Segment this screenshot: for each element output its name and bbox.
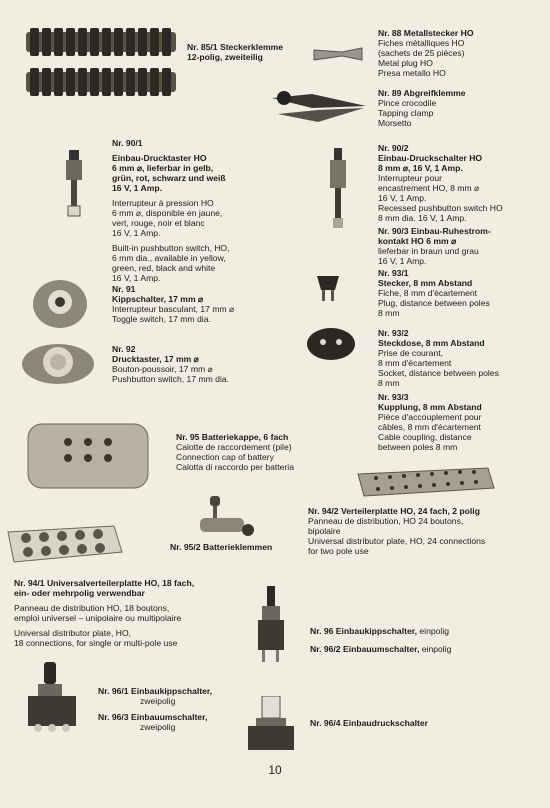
item-title: ein- oder mehrpolig verwendbar (14, 588, 145, 598)
item-93-2 (378, 328, 499, 388)
page-number: 10 (268, 763, 282, 777)
item-text: Calotte de raccordement (pile) (176, 442, 292, 452)
socket-93-2-image (305, 324, 357, 364)
item-text: Calotta di raccordo per batteria (176, 462, 294, 472)
item-title: 12-polig, zweiteilig (187, 52, 263, 62)
pushbutton-90-2-image (326, 148, 350, 230)
item-title: Nr. 90/2 (378, 143, 409, 153)
item-title: Nr. 93/2 (378, 328, 409, 338)
item-text: 16 V, 1 Amp. (378, 193, 427, 203)
item-title: Nr. 93/1 (378, 268, 409, 278)
item-95-2 (170, 542, 272, 552)
item-text: Toggle switch, 17 mm dia. (112, 314, 211, 324)
item-text: Built-in pushbutton switch, HO, (112, 243, 230, 253)
item-text: emploi universel – unipolaire ou multipolaire (14, 613, 182, 623)
item-title: Kupplung, 8 mm Abstand (378, 402, 482, 412)
item-title: grün, rot, schwarz und weiß (112, 173, 226, 183)
item-96-4 (310, 718, 428, 728)
item-text: Interrupteur à pression HO (112, 198, 214, 208)
item-title: Nr. 94/1 Universalverteilerplatte HO, 18 fach, (14, 578, 195, 588)
plug-93-1-image (315, 272, 341, 302)
metal-plug-image (312, 44, 364, 66)
item-title: Nr. 94/2 Verteilerplatte HO, 24 fach, 2 polig (308, 506, 480, 516)
item-text: Cable coupling, distance (378, 432, 472, 442)
item-title: Nr. 88 Metallstecker HO (378, 28, 474, 38)
item-text: Socket, distance between poles (378, 368, 499, 378)
item-title: Nr. 96/2 Einbauumschalter, (310, 644, 420, 654)
item-85-1 (187, 42, 283, 62)
item-89 (378, 88, 466, 128)
item-94-1 (14, 578, 194, 648)
item-text: câbles, 8 mm d'écartement (378, 422, 481, 432)
item-title: Nr. 96/3 Einbauumschalter, (98, 712, 208, 722)
item-title: Nr. 90/3 Einbau-Ruhestrom- (378, 226, 491, 236)
item-text: 16 V, 1 Amp. (112, 228, 161, 238)
item-text: lieferbar in braun und grau (378, 246, 479, 256)
distributor-plate-94-2-image (356, 464, 496, 500)
item-text: green, red, black and white (112, 263, 216, 273)
item-title: 6 mm ⌀, lieferbar in gelb, (112, 163, 214, 173)
item-96 (310, 626, 449, 636)
item-text: Fiches métalliques HO (378, 38, 465, 48)
item-93-1 (378, 268, 490, 318)
pushbutton-90-1-image (62, 150, 86, 218)
item-text: Tapping clamp (378, 108, 434, 118)
item-95 (176, 432, 294, 472)
item-title: Kippschalter, 17 mm ⌀ (112, 294, 204, 304)
item-96-2 (310, 644, 451, 654)
item-title: 16 V, 1 Amp. (112, 183, 162, 193)
item-text: zweipolig (140, 696, 176, 706)
item-text: bipolaire (308, 526, 341, 536)
item-text: Prise de courant, (378, 348, 443, 358)
item-text: Metal plug HO (378, 58, 433, 68)
item-title: 8 mm ⌀, 16 V, 1 Amp. (378, 163, 463, 173)
item-title: Nr. 92 (112, 344, 136, 354)
item-91 (112, 284, 234, 324)
item-title: Nr. 96/4 Einbaudruckschalter (310, 718, 428, 728)
item-text: Universal distributor plate, HO, (14, 628, 132, 638)
item-text: Recessed pushbutton switch HO (378, 203, 503, 213)
item-title: Nr. 90/1 (112, 138, 143, 148)
item-title: Drucktaster, 17 mm ⌀ (112, 354, 199, 364)
item-text: Universal distributor plate, HO, 24 connections (308, 536, 486, 546)
item-text: 18 connections, for single or multi-pole use (14, 638, 178, 648)
item-90-1 (112, 138, 230, 283)
item-text: 8 mm dia. 16 V, 1 Amp. (378, 213, 467, 223)
item-92 (112, 344, 229, 384)
item-title: Steckdose, 8 mm Abstand (378, 338, 485, 348)
item-title: Nr. 85/1 Steckerklemme (187, 42, 284, 52)
item-text: Morsetto (378, 118, 412, 128)
item-title: Stecker, 8 mm Abstand (378, 278, 473, 288)
item-text: Interrupteur basculant, 17 mm ⌀ (112, 304, 235, 314)
item-text: 6 mm dia., available in yellow, (112, 253, 226, 263)
item-text: einpolig (417, 626, 450, 636)
pushbutton-96-4-image (246, 696, 296, 752)
item-text: 6 mm ⌀, disponible en jaune, (112, 208, 223, 218)
pushbutton-92-image (18, 340, 98, 388)
item-text: Connection cap of battery (176, 452, 274, 462)
item-text: between poles 8 mm (378, 442, 458, 452)
crocodile-clip-image (268, 84, 368, 130)
item-88 (378, 28, 474, 78)
item-text: Bouton-poussoir, 17 mm ⌀ (112, 364, 213, 374)
item-title: Nr. 96 Einbaukippschalter, (310, 626, 417, 636)
item-title: Nr. 95 Batteriekappe, 6 fach (176, 432, 289, 442)
item-title: kontakt HO 6 mm ⌀ (378, 236, 457, 246)
item-text: for two pole use (308, 546, 369, 556)
item-90-2 (378, 143, 503, 223)
item-text: einpolig (419, 644, 452, 654)
item-text: 8 mm (378, 378, 400, 388)
item-title: Nr. 93/3 (378, 392, 409, 402)
battery-clamp-image (196, 496, 258, 544)
item-title: Nr. 95/2 Batterieklemmen (170, 542, 273, 552)
item-text: 16 V, 1 Amp. (112, 273, 161, 283)
item-text: Plug, distance between poles (378, 298, 490, 308)
item-text: Fiche, 8 mm d'écartement (378, 288, 478, 298)
item-text: encastrement HO, 8 mm ⌀ (378, 183, 480, 193)
terminal-strip-image (26, 26, 178, 96)
item-text: zweipolig (140, 722, 176, 732)
item-text: Panneau de distribution HO, 18 boutons, (14, 603, 170, 613)
item-text: Panneau de distribution, HO 24 boutons, (308, 516, 464, 526)
distributor-plate-94-1-image (4, 522, 124, 568)
item-title: Nr. 89 Abgreifklemme (378, 88, 466, 98)
item-title: Nr. 96/1 Einbaukippschalter, (98, 686, 213, 696)
item-text: Pushbutton switch, 17 mm dia. (112, 374, 230, 384)
item-title: Nr. 91 (112, 284, 136, 294)
battery-cap-image (26, 418, 150, 492)
toggle-switch-96-1-image (24, 662, 80, 736)
item-text: (sachets de 25 pièces) (378, 48, 465, 58)
item-96-3 (98, 712, 207, 732)
item-text: Pièce d'accouplement pour (378, 412, 482, 422)
toggle-switch-91-image (32, 278, 88, 330)
toggle-switch-96-image (254, 586, 288, 666)
item-text: Presa metallo HO (378, 68, 446, 78)
item-94-2 (308, 506, 485, 556)
item-text: Pince crocodile (378, 98, 437, 108)
item-93-3 (378, 392, 482, 452)
item-90-3 (378, 226, 491, 266)
item-text: 8 mm d'écartement (378, 358, 452, 368)
item-title: Einbau-Druckschalter HO (378, 153, 483, 163)
item-text: 8 mm (378, 308, 400, 318)
item-96-1 (98, 686, 212, 706)
item-text: Interrupteur pour (378, 173, 443, 183)
item-text: 16 V, 1 Amp. (378, 256, 427, 266)
item-title: Einbau-Drucktaster HO (112, 153, 207, 163)
item-text: vert, rouge, noir et blanc (112, 218, 205, 228)
